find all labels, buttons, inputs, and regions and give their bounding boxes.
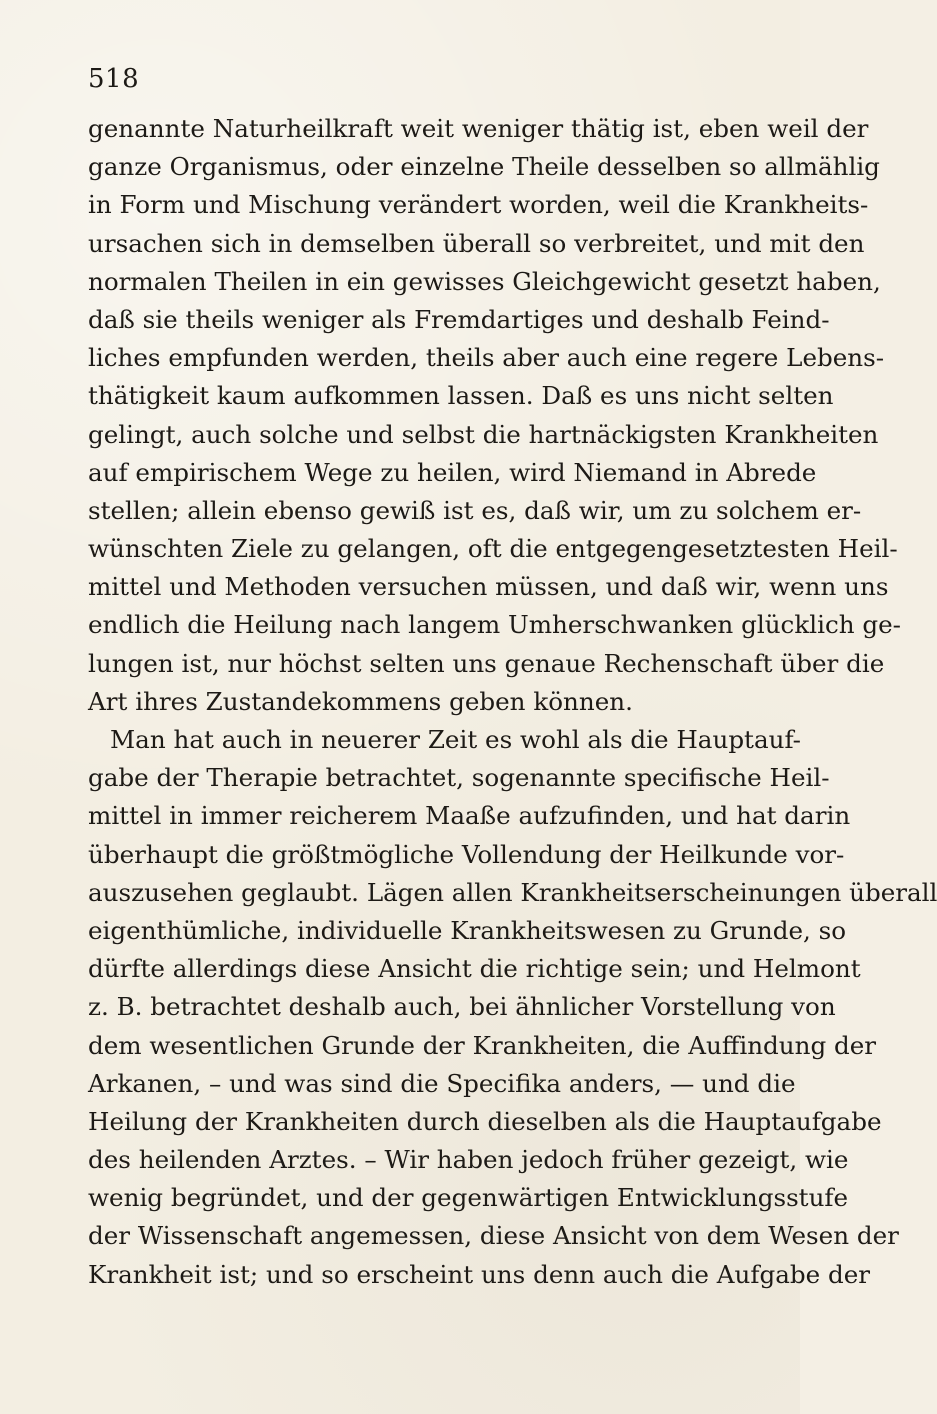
text-line: eigenthümliche, individuelle Krankheitswesen zu Grunde, so (88, 915, 847, 945)
text-line: in Form und Mischung verändert worden, weil die Krankheits- (88, 190, 869, 220)
text-line: ganze Organismus, oder einzelne Theile desselben so allmählig (88, 152, 880, 182)
text-line: gabe der Therapie betrachtet, sogenannte specifische Heil- (88, 763, 830, 793)
text-line: daß sie theils weniger als Fremdartiges und deshalb Feind- (88, 304, 830, 334)
text-line: auszusehen geglaubt. Lägen allen Krankheitserscheinungen überall (88, 877, 937, 907)
text-line: mittel und Methoden versuchen müssen, und daß wir, wenn uns (88, 572, 889, 602)
text-line: lungen ist, nur höchst selten uns genaue Rechenschaft über die (88, 648, 885, 678)
text-line: mittel in immer reicherem Maaße aufzufinden, und hat darin (88, 801, 851, 831)
page-number: 518 (88, 64, 140, 94)
text-line: überhaupt die größtmögliche Vollendung der Heilkunde vor- (88, 839, 845, 869)
body-text (88, 110, 937, 1294)
text-line: stellen; allein ebenso gewiß ist es, daß wir, um zu solchem er- (88, 495, 862, 525)
text-line: Man hat auch in neuerer Zeit es wohl als die Hauptauf- (110, 725, 801, 754)
text-line: ursachen sich in demselben überall so verbreitet, und mit den (88, 228, 865, 258)
text-line: dem wesentlichen Grunde der Krankheiten, die Auffindung der (88, 1030, 877, 1060)
text-line: thätigkeit kaum aufkommen lassen. Daß es uns nicht selten (88, 381, 834, 411)
text-line: dürfte allerdings diese Ansicht die richtige sein; und Helmont (88, 954, 861, 984)
text-line: Art ihres Zustandekommens geben können. (88, 686, 633, 716)
text-line: normalen Theilen in ein gewisses Gleichgewicht gesetzt haben, (88, 266, 881, 296)
text-line: des heilenden Arztes. – Wir haben jedoch früher gezeigt, wie (88, 1145, 849, 1175)
text-line: genannte Naturheilkraft weit weniger thätig ist, eben weil der (88, 114, 869, 143)
text-line: der Wissenschaft angemessen, diese Ansicht von dem Wesen der (88, 1221, 899, 1251)
text-line: auf empirischem Wege zu heilen, wird Niemand in Abrede (88, 457, 817, 487)
text-line: wenig begründet, und der gegenwärtigen Entwicklungsstufe (88, 1183, 849, 1213)
text-line: z. B. betrachtet deshalb auch, bei ähnlicher Vorstellung von (88, 992, 836, 1022)
text-line: wünschten Ziele zu gelangen, oft die entgegengesetztesten Heil- (88, 534, 898, 564)
text-line: Heilung der Krankheiten durch dieselben als die Hauptaufgabe (88, 1106, 882, 1136)
text-line: Arkanen, – und was sind die Specifika anders, — und die (88, 1068, 796, 1098)
text-line: gelingt, auch solche und selbst die hartnäckigsten Krankheiten (88, 419, 879, 449)
text-line: Krankheit ist; und so erscheint uns denn auch die Aufgabe der (88, 1259, 871, 1289)
text-line: endlich die Heilung nach langem Umherschwanken glücklich ge- (88, 610, 901, 640)
text-line: liches empfunden werden, theils aber auch eine regere Lebens- (88, 343, 885, 373)
